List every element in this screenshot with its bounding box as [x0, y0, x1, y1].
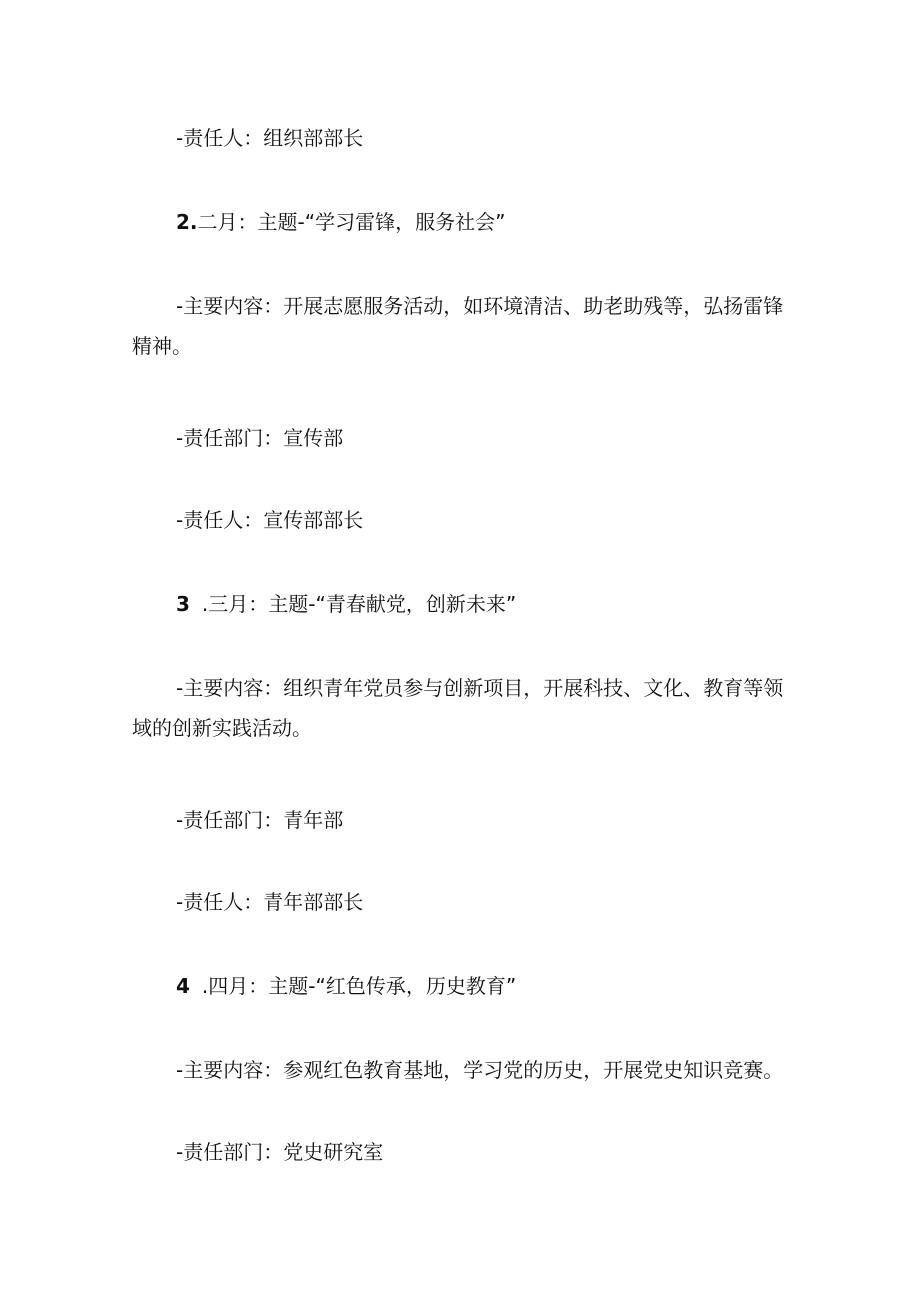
responsible-person-text: -责任人：组织部部长	[176, 126, 364, 150]
responsible-department-text: -责任部门：党史研究室	[176, 1140, 384, 1164]
section-number: 3	[176, 592, 190, 616]
responsible-department-line	[176, 418, 816, 458]
responsible-person-text: -责任人：宣传部部长	[176, 508, 364, 532]
main-content-line-1: -主要内容：开展志愿服务活动，如环境清洁、助老助残等，弘扬雷锋	[176, 294, 784, 318]
section-heading-february	[176, 202, 816, 242]
section-title: 二月：主题-“学习雷锋，服务社会”	[197, 210, 506, 234]
section-number: 4	[176, 974, 190, 998]
section-heading-april	[176, 966, 816, 1006]
responsible-person-line	[176, 500, 816, 540]
main-content-line-2: 精神。	[132, 334, 192, 358]
main-content-paragraph	[132, 286, 816, 366]
section-heading-march	[176, 584, 816, 624]
main-content-paragraph	[132, 668, 816, 748]
responsible-person-line	[176, 118, 816, 158]
responsible-person-text: -责任人：青年部部长	[176, 890, 364, 914]
responsible-department-line	[176, 800, 816, 840]
main-content-line	[176, 1050, 816, 1090]
main-content-line-1: -主要内容：组织青年党员参与创新项目，开展科技、文化、教育等领	[176, 676, 784, 700]
section-title: .四月：主题-“红色传承，历史教育”	[201, 974, 517, 998]
responsible-department-text: -责任部门：青年部	[176, 808, 344, 832]
responsible-department-text: -责任部门：宣传部	[176, 426, 344, 450]
section-number: 2.	[176, 210, 198, 234]
main-content-text: -主要内容：参观红色教育基地，学习党的历史，开展党史知识竞赛。	[176, 1058, 784, 1082]
responsible-person-line	[176, 882, 816, 922]
responsible-department-line	[176, 1132, 816, 1172]
section-title: .三月：主题-“青春献党，创新未来”	[201, 592, 517, 616]
main-content-line-2: 域的创新实践活动。	[132, 716, 312, 740]
